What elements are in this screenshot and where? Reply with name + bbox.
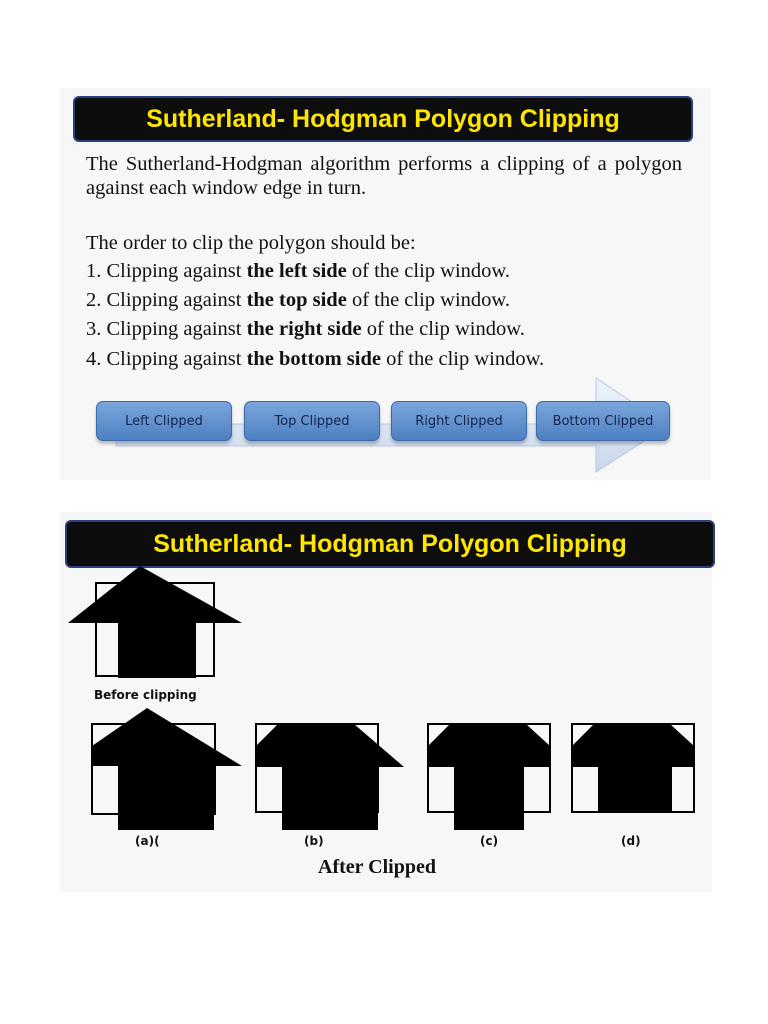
slide-diagram [60, 512, 712, 892]
process-step-bottom-clipped: Bottom Clipped [536, 401, 670, 441]
before-clipping-caption: Before clipping [94, 688, 197, 702]
intro-paragraph: The Sutherland-Hodgman algorithm performs a clipping of a polygon against each window edge in turn. [86, 153, 682, 199]
figure-c-right-clipped [426, 722, 554, 832]
slide-intro [60, 88, 710, 480]
figure-a-left-clipped [90, 708, 245, 832]
caption-b: (b) [304, 834, 324, 848]
process-step-top-clipped: Top Clipped [244, 401, 380, 441]
process-step-right-clipped: Right Clipped [391, 401, 527, 441]
caption-c: (c) [480, 834, 499, 848]
process-step-left-clipped: Left Clipped [96, 401, 232, 441]
figure-d-bottom-clipped [570, 722, 698, 816]
order-heading: The order to clip the polygon should be: [86, 232, 416, 254]
after-clipped-caption: After Clipped [318, 856, 436, 878]
step-top: 2. Clipping against the top side of the clip window. [86, 289, 511, 311]
before-clipping-figure [66, 566, 246, 686]
caption-a: (a)( [135, 834, 160, 848]
step-bottom: 4. Clipping against the bottom side of the clip window. [86, 348, 545, 370]
step-left: 1. Clipping against the left side of the clip window. [86, 260, 510, 282]
slide-title: Sutherland- Hodgman Polygon Clipping [65, 520, 715, 568]
slide-title: Sutherland- Hodgman Polygon Clipping [73, 96, 693, 142]
figure-b-top-clipped [254, 722, 404, 832]
step-right: 3. Clipping against the right side of the clip window. [86, 318, 525, 340]
caption-d: (d) [621, 834, 641, 848]
